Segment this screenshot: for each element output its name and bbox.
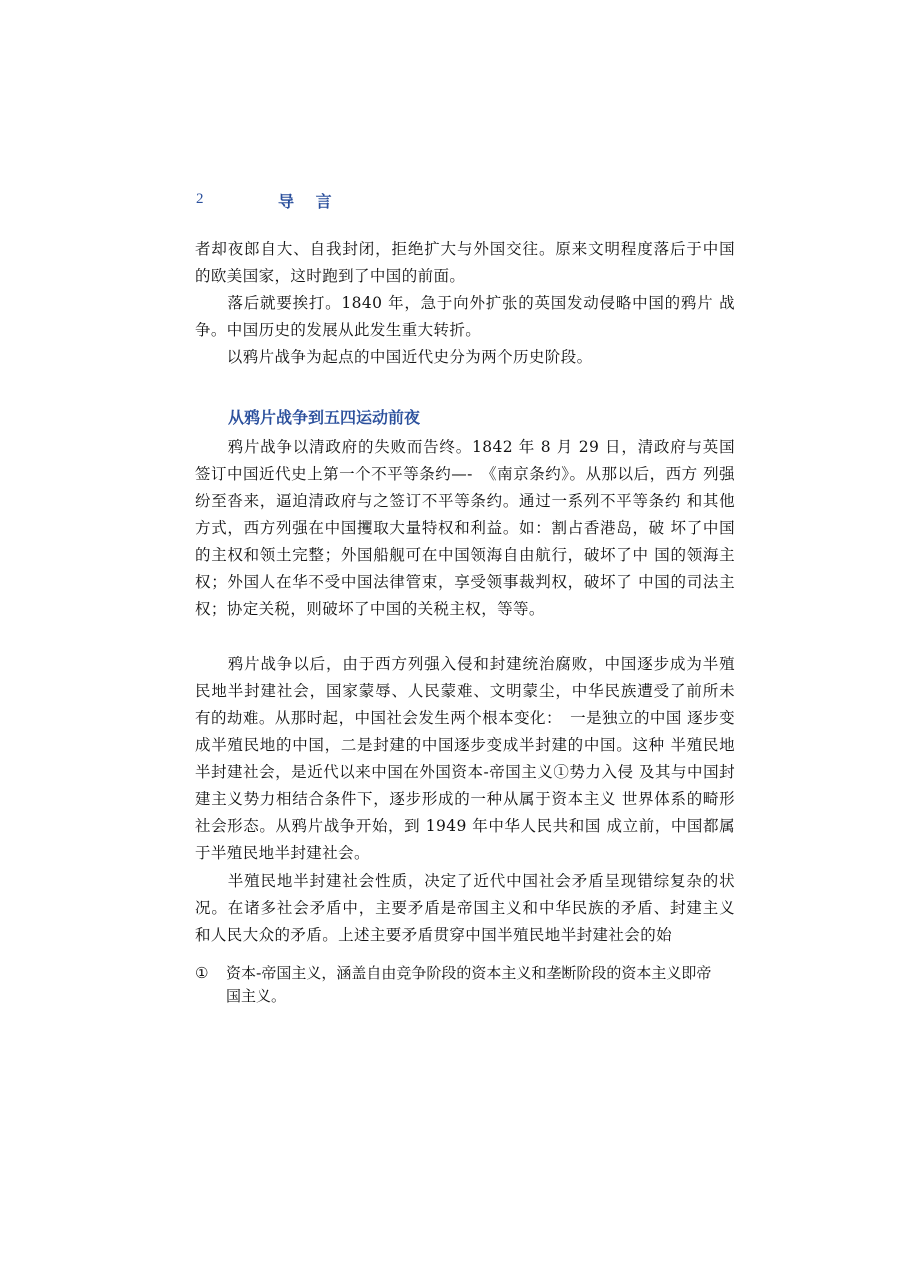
footnote-mark: ① bbox=[195, 964, 209, 982]
paragraph-main-contradictions: 半殖民地半封建社会性质，决定了近代中国社会矛盾呈现错综复杂的状况。在诸多社会矛盾中，主要矛盾是帝国主义和中华民族的矛盾、封建主义和人民大众的矛盾。上述主要矛盾贯穿中国半殖民地半封建社会的始 bbox=[195, 872, 735, 944]
paragraph-two-stages: 以鸦片战争为起点的中国近代史分为两个历史阶段。 bbox=[195, 348, 593, 366]
page-number: 2 bbox=[196, 191, 204, 207]
footnote-text: 资本-帝国主义，涵盖自由竞争阶段的资本主义和垄断阶段的资本主义即帝国主义。 bbox=[226, 964, 712, 1005]
paragraph-intro-continuation: 者却夜郎自大、自我封闭，拒绝扩大与外国交往。原来文明程度落后于中国的欧美国家，这时跑到了中国的前面。 bbox=[195, 240, 735, 285]
section-heading: 从鸦片战争到五四运动前夜 bbox=[228, 408, 421, 427]
running-title: 导 言 bbox=[278, 192, 340, 211]
paragraph-semi-colonial-society: 鸦片战争以后，由于西方列强入侵和封建统治腐败，中国逐步成为半殖民地半封建社会，国家蒙辱、人民蒙难、文明蒙尘，中华民族遭受了前所未有的劫难。从那时起，中国社会发生两个根本变化： 一是独立的中国 逐步变成半殖民地的中国，二是封建的中国逐步变成半封建的中国。这种 半殖民地半封建社会，是近代以来中国在外国资本-帝国主义①势力入侵 及其与中国封建主义势力相结合条件下，逐步形成的一种从属于资本主义 世界体系的畸形社会形态。从鸦片战争开始，到 1949 年中华人民共和国 成立前，中国都属于半殖民地半封建社会。 bbox=[195, 655, 735, 862]
paragraph-opium-war: 落后就要挨打。1840 年，急于向外扩张的英国发动侵略中国的鸦片 战争。中国历史的发展从此发生重大转折。 bbox=[195, 294, 735, 339]
paragraph-unequal-treaties: 鸦片战争以清政府的失败而告终。1842 年 8 月 29 日，清政府与英国 签订中国近代史上第一个不平等条约—- 《南京条约》。从那以后，西方 列强纷至沓来，逼迫清政府与之签订不平等条约。通过一系列不平等条约 和其他方式，西方列强在中国攫取大量特权和利益。如：割占香港岛，破 坏了中国的主权和领土完整；外国船舰可在中国领海自由航行，破坏了中 国的领海主权；外国人在华不受中国法律管束，享受领事裁判权，破坏了 中国的司法主权；协定关税，则破坏了中国的关税主权，等等。 bbox=[195, 438, 741, 618]
